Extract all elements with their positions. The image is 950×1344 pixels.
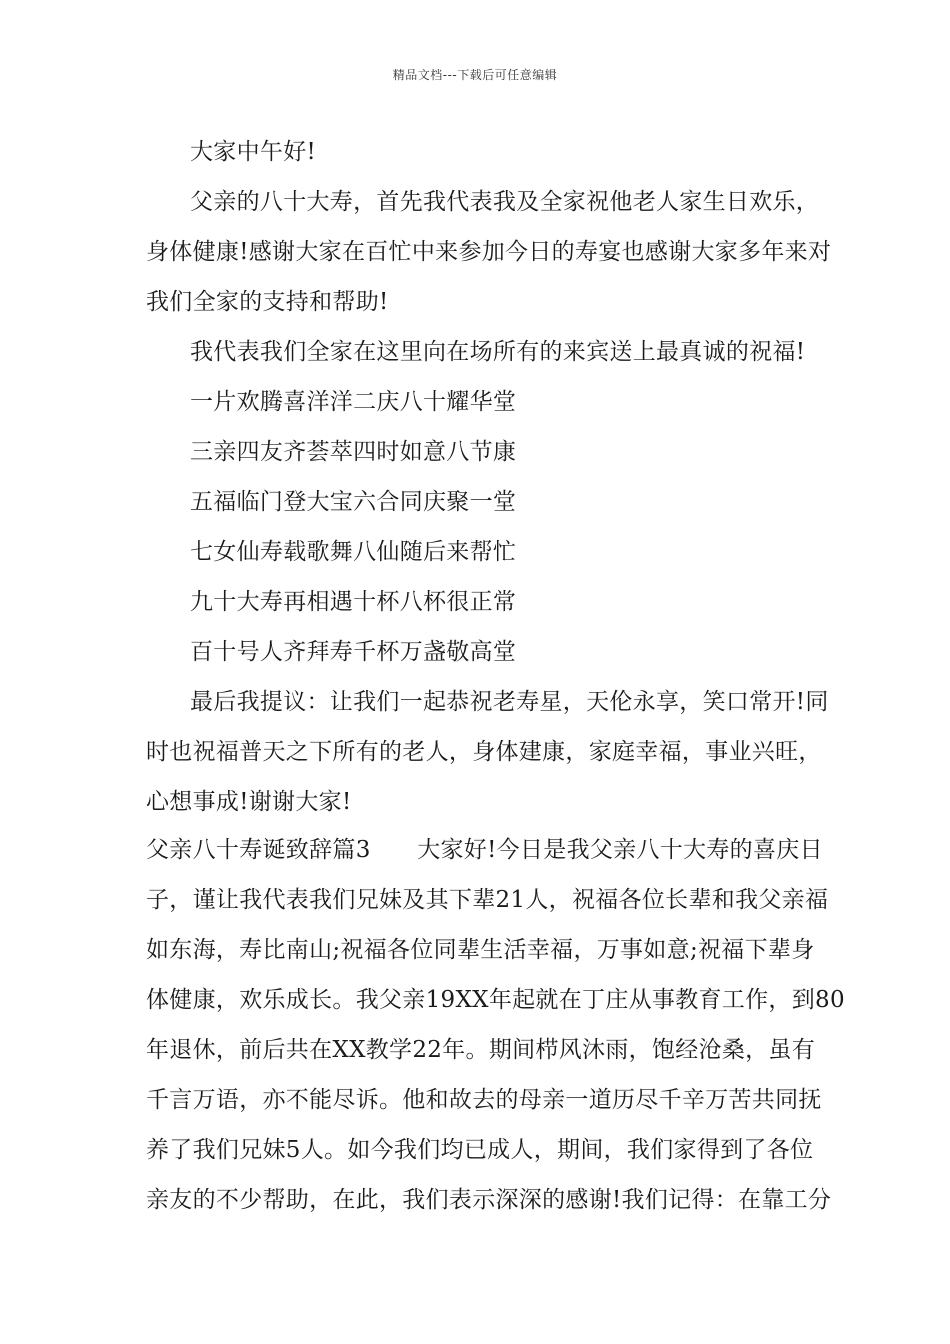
text-line: 一片欢腾喜洋洋二庆八十耀华堂 xyxy=(190,389,517,415)
text-line: 时也祝福普天之下所有的老人，身体建康，家庭幸福，事业兴旺， xyxy=(146,739,822,765)
text-line: 养了我们兄妹5人。如今我们均已成人，期间，我们家得到了各位 xyxy=(146,1137,814,1163)
text-line: 我们全家的支持和帮助! xyxy=(146,289,389,315)
text-line: 大家中午好! xyxy=(190,139,317,165)
section-heading-line: 父亲八十寿诞致辞篇3 大家好!今日是我父亲八十大寿的喜庆日 xyxy=(146,837,823,863)
text-line: 子，谨让我代表我们兄妹及其下辈21人，祝福各位长辈和我父亲福 xyxy=(146,887,829,913)
text-line: 身体健康!感谢大家在百忙中来参加今日的寿宴也感谢大家多年来对 xyxy=(146,239,832,265)
text-line: 九十大寿再相遇十杯八杯很正常 xyxy=(190,589,517,615)
text-line: 最后我提议：让我们一起恭祝老寿星，天伦永享，笑口常开!同 xyxy=(190,689,829,715)
text-line: 心想事成!谢谢大家! xyxy=(146,789,352,815)
page-header: 精品文档---下载后可任意编辑 xyxy=(392,68,558,82)
text-line: 亲友的不少帮助，在此，我们表示深深的感谢!我们记得：在靠工分 xyxy=(146,1187,832,1213)
text-line: 我代表我们全家在这里向在场所有的来宾送上最真诚的祝福! xyxy=(190,339,806,365)
text-line: 父亲的八十大寿，首先我代表我及全家祝他老人家生日欢乐， xyxy=(190,189,820,215)
text-line: 五福临门登大宝六合同庆聚一堂 xyxy=(190,489,517,515)
text-line: 百十号人齐拜寿千杯万盏敬高堂 xyxy=(190,639,517,665)
text-line: 三亲四友齐荟萃四时如意八节康 xyxy=(190,439,517,465)
text-line: 年退休，前后共在XX教学22年。期间栉风沐雨，饱经沧桑，虽有 xyxy=(146,1037,816,1063)
text-line: 千言万语，亦不能尽诉。他和故去的母亲一道历尽千辛万苦共同抚 xyxy=(146,1087,822,1113)
text-line: 七女仙寿载歌舞八仙随后来帮忙 xyxy=(190,539,517,565)
text-line: 体健康，欢乐成长。我父亲19XX年起就在丁庄从事教育工作，到80 xyxy=(146,987,845,1013)
text-line: 如东海，寿比南山;祝福各位同辈生活幸福，万事如意;祝福下辈身 xyxy=(146,937,815,963)
